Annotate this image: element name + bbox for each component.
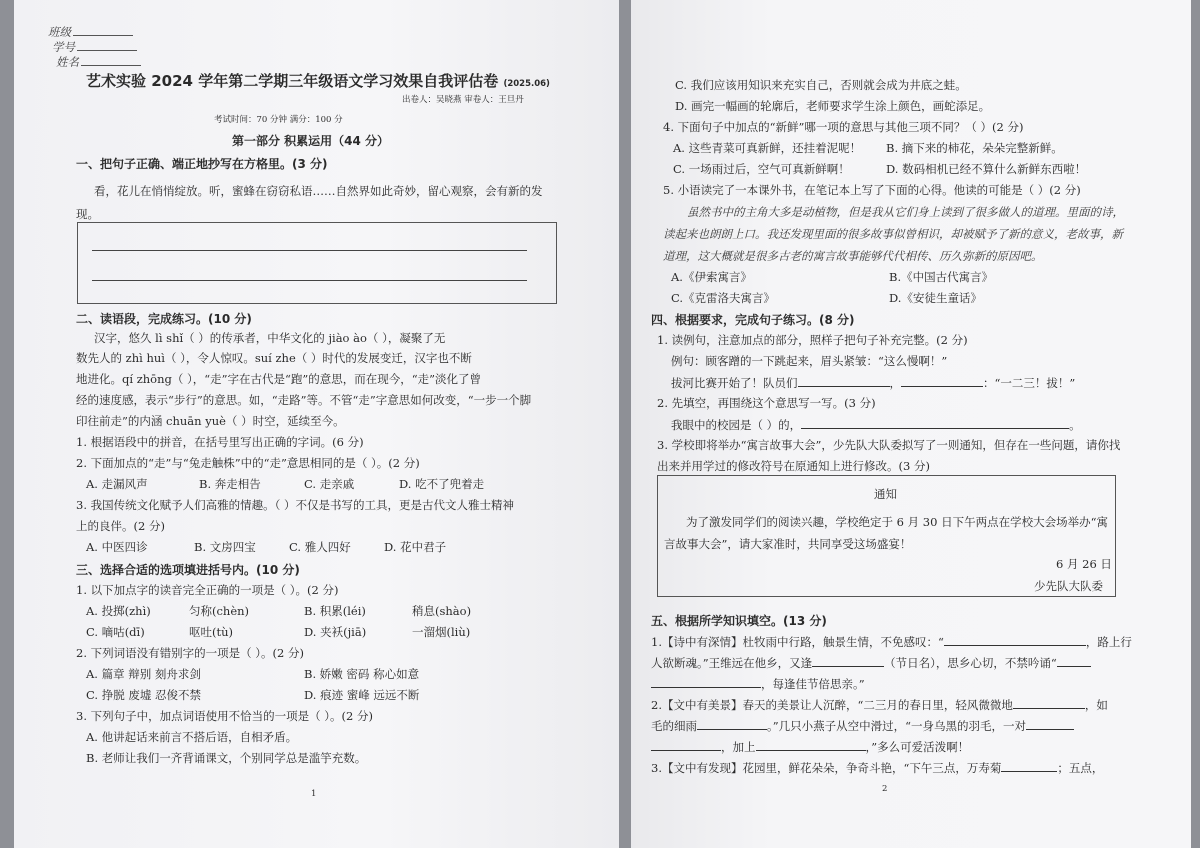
fill-prefix: 我眼中的校园是（ ）的， xyxy=(671,418,802,432)
fill-prefix: 1.【诗中有深情】杜牧雨中行路，触景生情，不免感叹：“ xyxy=(651,635,944,649)
notice-title: 通知 xyxy=(874,487,897,501)
option[interactable]: B. 娇嫩 密码 称心如意 xyxy=(304,667,420,681)
fill-suffix: ，如 xyxy=(1084,698,1108,712)
s1-text-2: 现。 xyxy=(76,207,99,221)
option[interactable]: D. 痕迹 蜜峰 远远不断 xyxy=(304,688,420,702)
fill-blank[interactable] xyxy=(1057,654,1091,667)
s1-text-1: 看，花儿在悄悄绽放。听，蜜蜂在窃窃私语……自然界如此奇妙，留心观察，会有新的发 xyxy=(94,184,543,198)
s2-paragraph-line-1: 汉字，悠久 lì shǐ（ ）的传承者，中华文化的 jiào ào（ ），凝聚了无 xyxy=(94,331,446,345)
option-word: 一溜烟(liù) xyxy=(412,625,471,639)
fill-prefix: 毛的细雨 xyxy=(651,719,697,733)
q5-note-line-2: 读起来也朗朗上口。我还发现里面的很多故事似曾相识，却被赋予了新的意义，老故事，新 xyxy=(663,227,1123,241)
notice-box[interactable] xyxy=(657,475,1116,597)
fill-prefix: 人欲断魂。”王维远在他乡，又逢 xyxy=(651,656,813,670)
s4-question-3b: 出来并用学过的修改符号在原通知上进行修改。(3 分) xyxy=(657,459,930,473)
option[interactable]: D. 夹袄(jiā) xyxy=(304,625,367,639)
s5-q2-line-2 xyxy=(651,717,1074,736)
q5-note-line-1: 虽然书中的主角大多是动植物，但是我从它们身上读到了很多做人的道理。里面的诗， xyxy=(687,205,1124,219)
option[interactable]: A. 他讲起话来前言不搭后语，自相矛盾。 xyxy=(86,730,298,744)
copy-line-1 xyxy=(92,250,527,251)
option[interactable]: B. 积累(léi) xyxy=(304,604,366,618)
s2-question-1: 1. 根据语段中的拼音，在括号里写出正确的字词。(6 分) xyxy=(76,435,364,449)
s2-question-3b: 上的良伴。(2 分) xyxy=(76,519,165,533)
fill-blank[interactable] xyxy=(1026,717,1074,730)
s4-question-2: 2. 先填空，再围绕这个意思写一写。(3 分) xyxy=(657,396,876,410)
q5-note-line-3: 道理，这大概就是很多古老的寓言故事能够代代相传、历久弥新的原因吧。 xyxy=(663,249,1043,263)
fill-suffix: ，每逢佳节倍思亲。” xyxy=(761,677,865,691)
notice-body-line-2: 言故事大会”，请大家准时，共同享受这场盛宴！ xyxy=(664,537,912,551)
header-field-class: 班级 xyxy=(48,24,133,42)
option[interactable]: D. 吃不了兜着走 xyxy=(399,477,485,491)
fill-middle: ，加上 xyxy=(721,740,756,754)
option[interactable]: C. 一场雨过后，空气可真新鲜啊！ xyxy=(673,162,850,176)
s5-q1-line-2 xyxy=(651,654,1091,673)
s3-question-1: 1. 以下加点字的读音完全正确的一项是（ ）。(2 分) xyxy=(76,583,339,597)
part-title: 第一部分 积累运用（44 分） xyxy=(232,134,390,148)
option[interactable]: A. 投掷(zhì) xyxy=(86,604,151,618)
option[interactable]: B. 奔走相告 xyxy=(199,477,261,491)
exam-title: 艺术实验 2024 学年第二学期三年级语文学习效果自我评估卷 (2025.06) xyxy=(86,72,550,90)
section-3-title: 三、选择合适的选项填进括号内。(10 分) xyxy=(76,563,300,577)
fill-prefix: 拔河比赛开始了！队员们 xyxy=(671,376,798,390)
s4-example: 例句：顾客蹭的一下跳起来，眉头紧皱：“这么慢啊！” xyxy=(671,354,948,368)
option[interactable]: C. 挣脱 废墟 忍俊不禁 xyxy=(86,688,202,702)
fill-blank[interactable] xyxy=(944,633,1086,646)
authors: 出卷人：吴晓燕 审卷人：王旦丹 xyxy=(402,95,524,105)
fill-suffix: ，路上行 xyxy=(1085,635,1132,649)
option-word: 匀称(chèn) xyxy=(189,604,250,618)
s4-q2-fill: 我眼中的校园是（ ）的， 。 xyxy=(671,418,1081,432)
fill-blank[interactable] xyxy=(801,416,1069,429)
section-2-title: 二、读语段，完成练习。(10 分) xyxy=(76,312,252,326)
s2-paragraph-line-3: 地进化。qí zhōng（ ），“走”字在古代是“跑”的意思，而在现今，“走”淡化了曾 xyxy=(76,372,482,386)
fill-blank[interactable] xyxy=(798,374,890,387)
option[interactable]: B. 文房四宝 xyxy=(194,540,256,554)
fill-middle: 。”几只小燕子从空中滑过，“一身乌黑的羽毛，一对 xyxy=(767,719,1027,733)
fill-prefix: 2.【文中有美景】春天的美景让人沉醉，“二三月的春日里，轻风微微地 xyxy=(651,698,1013,712)
question-5: 5. 小语读完了一本课外书，在笔记本上写了下面的心得。他读的可能是（ ）(2 分) xyxy=(663,183,1081,197)
page-number: 2 xyxy=(882,784,888,794)
option[interactable]: B. 摘下来的柿花，朵朵完整新鲜。 xyxy=(886,141,1063,155)
s5-q3-line-1 xyxy=(651,759,1103,778)
s2-paragraph-line-2: 数先人的 zhì huì（ ），令人惊叹。suí zhe（ ）时代的发展变迁，汉字也不断 xyxy=(76,351,472,365)
option[interactable]: D.《安徒生童话》 xyxy=(889,291,982,305)
notice-signature: 少先队大队委 xyxy=(1034,579,1103,593)
option[interactable]: C. 嘀咕(dī) xyxy=(86,625,145,639)
option[interactable]: D. 数码相机已经不算什么新鲜东西啦！ xyxy=(886,162,1087,176)
option-word: 稍息(shào) xyxy=(412,604,472,618)
fill-blank[interactable] xyxy=(756,738,866,751)
fill-blank[interactable] xyxy=(1013,696,1085,709)
header-field-number: 学号 xyxy=(52,39,137,57)
section-1-title: 一、把句子正确、端正地抄写在方格里。(3 分) xyxy=(76,157,328,171)
fill-suffix: ；五点， xyxy=(1057,761,1104,775)
exam-page-2 xyxy=(631,0,1191,848)
option[interactable]: C. 雅人四好 xyxy=(289,540,351,554)
copy-line-2 xyxy=(92,280,527,281)
fill-middle: （节日名），思乡心切，不禁吟诵“ xyxy=(884,656,1057,670)
option-word: 呕吐(tù) xyxy=(189,625,234,639)
fill-suffix: ，”多么可爱活泼啊！ xyxy=(865,740,970,754)
fill-suffix: ：“一二三！拔！” xyxy=(983,376,1076,390)
option[interactable]: B. 老师让我们一齐背诵课文，个别同学总是滥竽充数。 xyxy=(86,751,367,765)
s5-q1-line-1 xyxy=(651,633,1132,652)
option[interactable]: C. 我们应该用知识来充实自己，否则就会成为井底之蛙。 xyxy=(675,78,967,92)
section-5-title: 五、根据所学知识填空。(13 分) xyxy=(651,614,827,628)
option[interactable]: D. 花中君子 xyxy=(384,540,447,554)
s5-q2-line-1 xyxy=(651,696,1108,715)
s5-q1-line-3 xyxy=(651,675,865,694)
option[interactable]: A. 中医四诊 xyxy=(86,540,148,554)
option[interactable]: B.《中国古代寓言》 xyxy=(889,270,994,284)
fill-blank[interactable] xyxy=(812,654,884,667)
fill-blank[interactable] xyxy=(697,717,767,730)
s4-question-3a: 3. 学校即将举办“寓言故事大会”，少先队大队委拟写了一则通知，但存在一些问题，请你找 xyxy=(657,438,1121,452)
fill-blank[interactable] xyxy=(901,374,983,387)
option[interactable]: A. 这些青菜可真新鲜，还挂着泥呢！ xyxy=(673,141,862,155)
option[interactable]: A. 篇章 辩别 刻舟求剑 xyxy=(86,667,201,681)
s4-fill-sentence: 拔河比赛开始了！队员们 ， ：“一二三！拔！” xyxy=(671,376,1076,390)
notice-body-line-1: 为了激发同学们的阅读兴趣，学校绝定于 6 月 30 日下午两点在学校大会场举办“寓 xyxy=(686,515,1108,529)
s5-q2-line-3 xyxy=(651,738,969,757)
s2-paragraph-line-4: 经的速度感，表示“步行”的意思。如，“走路”等。不管“走”字意思如何改变，“一步一个脚 xyxy=(76,393,532,407)
copy-box[interactable] xyxy=(77,222,557,304)
exam-info: 考试时间：70 分钟 满分：100 分 xyxy=(214,115,343,125)
s4-question-1: 1. 读例句，注意加点的部分，照样子把句子补充完整。(2 分) xyxy=(657,333,968,347)
page-number: 1 xyxy=(311,789,317,799)
fill-blank[interactable] xyxy=(651,675,761,688)
notice-date: 6 月 26 日 xyxy=(1056,557,1112,571)
section-4-title: 四、根据要求，完成句子练习。(8 分) xyxy=(651,313,855,327)
s2-question-2: 2. 下面加点的“走”与“兔走触株”中的“走”意思相同的是（ ）。(2 分) xyxy=(76,456,420,470)
question-4: 4. 下面句子中加点的“新鲜”哪一项的意思与其他三项不同？（ ）(2 分) xyxy=(663,120,1024,134)
option[interactable]: D. 画完一幅画的轮廓后，老师要求学生涂上颜色，画蛇添足。 xyxy=(675,99,991,113)
s3-question-3: 3. 下列句子中，加点词语使用不恰当的一项是（ ）。(2 分) xyxy=(76,709,373,723)
s2-paragraph-line-5: 印往前走”的内涵 chuān yuè（ ）时空，延续至今。 xyxy=(76,414,345,428)
s2-question-3a: 3. 我国传统文化赋予人们高雅的情趣。（ ）不仅是书写的工具，更是古代文人雅士精神 xyxy=(76,498,515,512)
option[interactable]: C.《克雷洛夫寓言》 xyxy=(671,291,776,305)
s3-question-2: 2. 下列词语没有错别字的一项是（ ）。(2 分) xyxy=(76,646,304,660)
fill-blank[interactable] xyxy=(1001,759,1057,772)
exam-page-1 xyxy=(14,0,619,848)
header-field-name: 姓名 xyxy=(56,54,141,72)
fill-blank[interactable] xyxy=(651,738,721,751)
fill-prefix: 3.【文中有发现】花园里，鲜花朵朵，争奇斗艳，“下午三点，万寿菊 xyxy=(651,761,1002,775)
option[interactable]: A. 走漏风声 xyxy=(86,477,148,491)
option[interactable]: C. 走亲戚 xyxy=(304,477,355,491)
option[interactable]: A.《伊索寓言》 xyxy=(671,270,752,284)
